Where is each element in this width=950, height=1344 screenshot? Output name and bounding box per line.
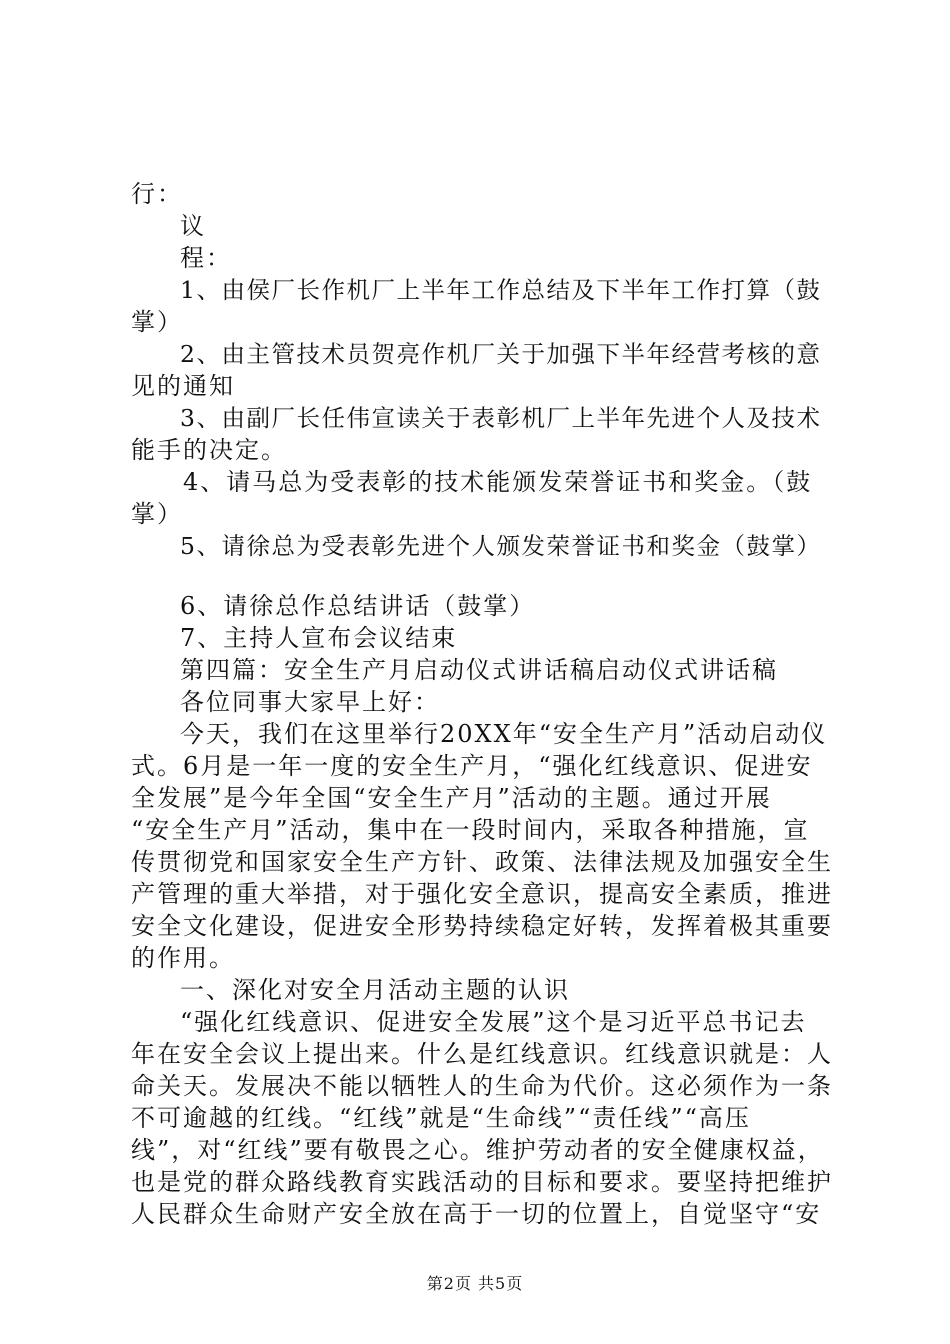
section-heading: 第四篇：安全生产月启动仪式讲话稿启动仪式讲话稿 <box>180 656 778 684</box>
text-line: 人民群众生命财产安全放在高于一切的位置上，自觉坚守“安 <box>131 1200 822 1228</box>
text-line: 掌） <box>131 308 183 336</box>
text-line: 6、请徐总作总结讲话（鼓掌） <box>180 592 536 620</box>
text-line: 也是党的群众路线教育实践活动的目标和要求。要坚持把维护 <box>131 1168 833 1196</box>
text-line: 能手的决定。 <box>131 436 287 464</box>
text-line: 的作用。 <box>131 944 235 972</box>
text-line: 掌） <box>131 500 183 528</box>
text-line: 议 <box>180 212 206 240</box>
text-line: 5、请徐总为受表彰先进个人颁发荣誉证书和奖金（鼓掌） <box>180 532 822 560</box>
text-line: 命关天。发展决不能以牺牲人的生命为代价。这必须作为一条 <box>131 1072 833 1100</box>
page-footer: 第2页 共5页 <box>426 1274 524 1293</box>
text-line: 各位同事大家早上好： <box>180 688 440 716</box>
text-line: 1、由侯厂长作机厂上半年工作总结及下半年工作打算（鼓 <box>180 276 822 304</box>
text-line: 线”，对“红线”要有敬畏之心。维护劳动者的安全健康权益， <box>131 1136 824 1164</box>
text-line: 全发展”是今年全国“安全生产月”活动的主题。通过开展 <box>131 784 772 812</box>
text-line: 式。6月是一年一度的安全生产月，“强化红线意识、促进安 <box>131 752 813 780</box>
text-line: 今天，我们在这里举行20XX年“安全生产月”活动启动仪 <box>180 720 828 748</box>
text-line: 不可逾越的红线。“红线”就是“生命线”“责任线”“高压 <box>131 1104 751 1132</box>
text-line: 产管理的重大举措，对于强化安全意识，提高安全素质，推进 <box>131 880 833 908</box>
text-line: 3、由副厂长任伟宣读关于表彰机厂上半年先进个人及技术 <box>180 404 822 432</box>
text-line: 4、请马总为受表彰的技术能颁发荣誉证书和奖金。（鼓 <box>183 468 813 496</box>
text-line: 年在安全会议上提出来。什么是红线意识。红线意识就是：人 <box>131 1040 833 1068</box>
section-heading: 一、深化对安全月活动主题的认识 <box>180 976 570 1004</box>
text-line: 2、由主管技术员贺亮作机厂关于加强下半年经营考核的意 <box>180 340 822 368</box>
text-line: “安全生产月”活动，集中在一段时间内，采取各种措施，宣 <box>131 816 810 844</box>
text-line: 见的通知 <box>131 372 235 400</box>
text-line: 程： <box>180 244 232 272</box>
text-line: 安全文化建设，促进安全形势持续稳定好转，发挥着极其重要 <box>131 912 833 940</box>
text-line: 传贯彻党和国家安全生产方针、政策、法律法规及加强安全生 <box>131 848 833 876</box>
text-line: “强化红线意识、促进安全发展”这个是习近平总书记去 <box>180 1008 807 1036</box>
text-line: 行： <box>131 180 183 208</box>
text-line: 7、主持人宣布会议结束 <box>180 624 458 652</box>
